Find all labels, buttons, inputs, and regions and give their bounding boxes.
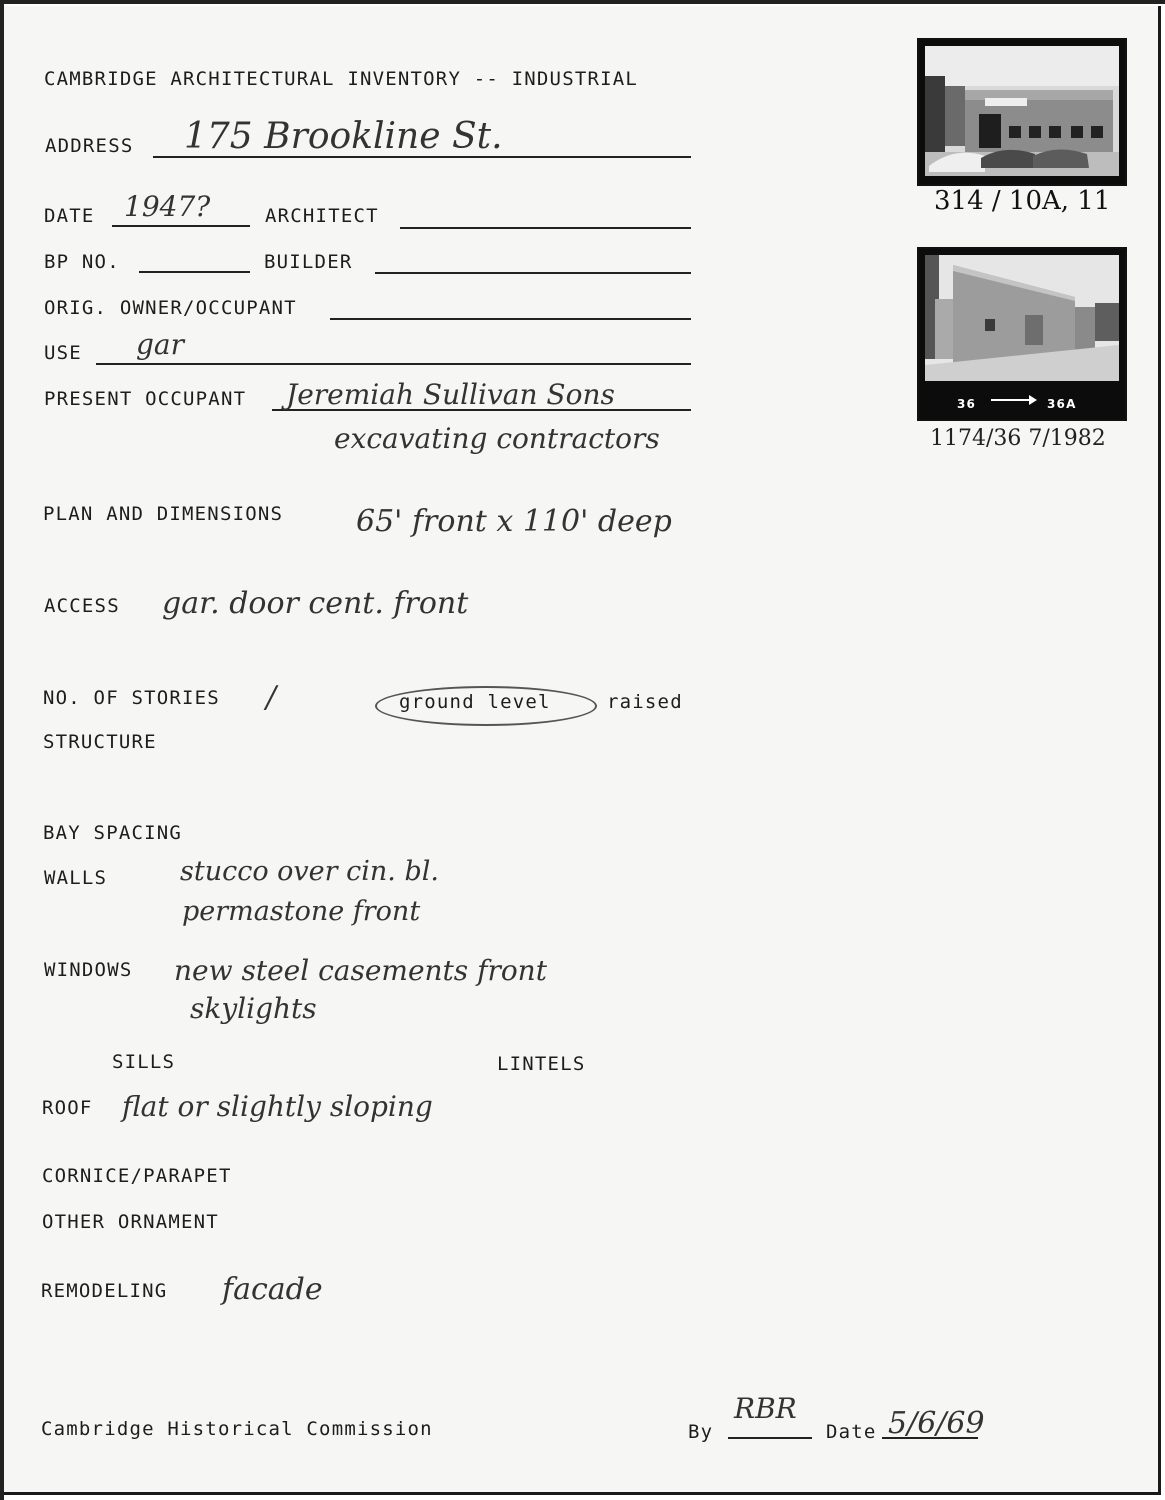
by-line [728,1437,812,1439]
roof-value: flat or slightly sloping [122,1090,433,1123]
stories-value: / [266,680,277,715]
windows-value-2: skylights [190,992,317,1025]
architect-line [400,227,691,229]
date-label: DATE [44,205,95,227]
builder-label: BUILDER [264,251,353,273]
address-label: ADDRESS [45,135,134,157]
plan-dimensions-value: 65' front x 110' deep [356,504,672,539]
cornice-label: CORNICE/PARAPET [42,1165,232,1187]
other-ornament-label: OTHER ORNAMENT [42,1211,219,1233]
photo-side-drawing [925,255,1119,381]
photo2-strip-right: 36A [1047,397,1077,411]
remodeling-value: facade [222,1272,323,1307]
ground-level-option: ground level [399,691,551,713]
by-value: RBR [734,1392,797,1425]
stories-label: NO. OF STORIES [43,687,220,709]
date-footer-label: Date [826,1421,877,1443]
access-label: ACCESS [44,595,120,617]
use-line [96,363,691,365]
present-occupant-value-2: excavating contractors [334,422,660,455]
photo2-strip-left: 36 [957,397,977,411]
building-photo-side-image [925,255,1119,381]
present-occupant-label: PRESENT OCCUPANT [44,388,247,410]
arrow-right-icon [991,399,1031,401]
address-value: 175 Brookline St. [184,116,503,157]
bay-spacing-label: BAY SPACING [43,822,183,844]
windows-value-1: new steel casements front [174,954,547,987]
date-footer-value: 5/6/69 [888,1406,985,1441]
inventory-form-sheet [4,6,1161,1495]
walls-label: WALLS [44,867,108,889]
use-value: gar [136,328,185,361]
lintels-label: LINTELS [497,1053,586,1075]
walls-value-1: stucco over cin. bl. [180,856,439,887]
by-label: By [688,1421,714,1443]
sills-label: SILLS [112,1051,176,1073]
walls-value-2: permastone front [182,896,421,927]
bp-no-line [139,271,250,273]
photo1-reference: 314 / 10A, 11 [934,186,1111,216]
builder-line [375,272,691,274]
access-value: gar. door cent. front [162,586,469,621]
orig-owner-label: ORIG. OWNER/OCCUPANT [44,297,297,319]
use-label: USE [44,342,82,364]
building-photo-front [917,38,1127,186]
structure-label: STRUCTURE [43,731,157,753]
present-occupant-value-1: Jeremiah Sullivan Sons [286,378,615,411]
roof-label: ROOF [42,1097,93,1119]
form-title: CAMBRIDGE ARCHITECTURAL INVENTORY -- INDUSTRIAL [44,68,639,90]
windows-label: WINDOWS [44,959,133,981]
bp-no-label: BP NO. [44,251,120,273]
footer-commission-text: Cambridge Historical Commission [41,1418,433,1440]
date-line [112,225,250,227]
scan-edge-top [0,0,1165,4]
raised-option: raised [607,691,683,713]
building-photo-front-image [925,46,1119,176]
orig-owner-line [330,318,691,320]
plan-dimensions-label: PLAN AND DIMENSIONS [43,503,284,525]
arrow-head-icon [1029,395,1037,405]
building-photo-side [917,247,1127,421]
architect-label: ARCHITECT [265,205,379,227]
photo2-reference: 1174/36 7/1982 [930,426,1106,451]
date-value: 1947? [124,190,211,223]
photo-front-drawing [925,46,1119,176]
remodeling-label: REMODELING [41,1280,168,1302]
